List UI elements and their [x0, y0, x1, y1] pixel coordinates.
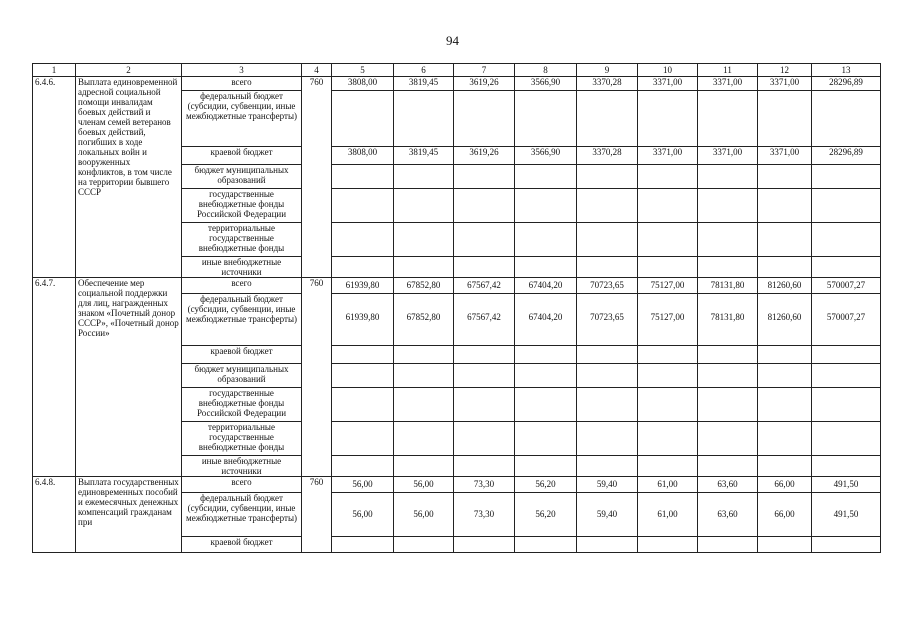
value-cell: 78131,80 — [698, 294, 758, 346]
value-cell: 3619,26 — [454, 77, 515, 91]
value-cell: 3566,90 — [515, 147, 577, 165]
value-cell — [394, 189, 454, 223]
budget-table — [32, 63, 881, 553]
value-cell — [454, 422, 515, 456]
value-cell — [698, 91, 758, 147]
value-cell — [638, 537, 698, 553]
value-cell: 61,00 — [638, 477, 698, 493]
header-cell: 9 — [577, 64, 638, 77]
value-cell: 75127,00 — [638, 278, 698, 294]
value-cell: 81260,60 — [758, 278, 812, 294]
header-cell: 13 — [812, 64, 881, 77]
value-cell — [577, 364, 638, 388]
value-cell: 28296,89 — [812, 147, 881, 165]
value-cell — [577, 422, 638, 456]
value-cell — [698, 537, 758, 553]
value-cell — [515, 189, 577, 223]
page-number: 94 — [446, 33, 459, 48]
value-cell — [577, 91, 638, 147]
value-cell — [638, 189, 698, 223]
value-cell — [577, 346, 638, 364]
header-cell: 2 — [76, 64, 182, 77]
value-cell: 67567,42 — [454, 294, 515, 346]
value-cell — [577, 388, 638, 422]
funding-source: всего — [182, 278, 302, 294]
value-cell — [758, 165, 812, 189]
value-cell — [638, 165, 698, 189]
value-cell — [698, 189, 758, 223]
value-cell — [515, 257, 577, 278]
table-row — [33, 278, 881, 294]
funding-source: государственные внебюджетные фонды Российской Федерации — [182, 388, 302, 422]
value-cell — [812, 257, 881, 278]
value-cell — [454, 91, 515, 147]
value-cell: 3371,00 — [758, 147, 812, 165]
value-cell — [454, 456, 515, 477]
funding-source: иные внебюджетные источники — [182, 257, 302, 278]
value-cell: 67567,42 — [454, 278, 515, 294]
value-cell — [454, 537, 515, 553]
value-cell: 56,00 — [394, 477, 454, 493]
value-cell: 3370,28 — [577, 77, 638, 91]
value-cell: 3371,00 — [638, 77, 698, 91]
funding-source: территориальные государственные внебюджетные фонды — [182, 223, 302, 257]
value-cell — [394, 364, 454, 388]
value-cell: 3371,00 — [758, 77, 812, 91]
value-cell — [454, 388, 515, 422]
value-cell: 56,00 — [394, 493, 454, 537]
value-cell — [394, 388, 454, 422]
header-cell: 4 — [302, 64, 332, 77]
value-cell — [515, 364, 577, 388]
value-cell — [758, 257, 812, 278]
value-cell: 570007,27 — [812, 278, 881, 294]
value-cell: 3371,00 — [698, 147, 758, 165]
value-cell — [812, 388, 881, 422]
item-code: 6.4.8. — [33, 477, 76, 553]
value-cell — [758, 422, 812, 456]
value-cell — [394, 346, 454, 364]
value-cell: 3808,00 — [332, 77, 394, 91]
header-cell: 12 — [758, 64, 812, 77]
value-cell — [332, 165, 394, 189]
value-cell — [638, 91, 698, 147]
header-cell: 5 — [332, 64, 394, 77]
funding-source: иные внебюджетные источники — [182, 456, 302, 477]
value-cell: 73,30 — [454, 477, 515, 493]
value-cell: 3619,26 — [454, 147, 515, 165]
value-cell: 73,30 — [454, 493, 515, 537]
funding-source: государственные внебюджетные фонды Российской Федерации — [182, 189, 302, 223]
value-cell — [394, 223, 454, 257]
value-cell: 63,60 — [698, 493, 758, 537]
funding-source: бюджет муниципальных образований — [182, 364, 302, 388]
value-cell — [812, 422, 881, 456]
value-cell — [515, 388, 577, 422]
value-cell: 66,00 — [758, 477, 812, 493]
value-cell — [332, 257, 394, 278]
funding-source: федеральный бюджет (субсидии, субвенции, иные межбюджетные трансферты) — [182, 493, 302, 537]
value-cell — [638, 422, 698, 456]
value-cell — [577, 257, 638, 278]
value-cell — [577, 189, 638, 223]
value-cell: 56,20 — [515, 493, 577, 537]
value-cell — [577, 537, 638, 553]
value-cell: 70723,65 — [577, 278, 638, 294]
value-cell — [758, 189, 812, 223]
value-cell — [332, 456, 394, 477]
value-cell — [698, 456, 758, 477]
value-cell: 56,20 — [515, 477, 577, 493]
value-cell — [515, 91, 577, 147]
value-cell — [758, 456, 812, 477]
value-cell: 3819,45 — [394, 147, 454, 165]
item-code: 6.4.7. — [33, 278, 76, 477]
value-cell — [515, 346, 577, 364]
value-cell: 59,40 — [577, 477, 638, 493]
value-cell — [812, 223, 881, 257]
funding-source: федеральный бюджет (субсидии, субвенции, иные межбюджетные трансферты) — [182, 294, 302, 346]
value-cell — [638, 257, 698, 278]
value-cell: 3808,00 — [332, 147, 394, 165]
funding-source: бюджет муниципальных образований — [182, 165, 302, 189]
value-cell: 75127,00 — [638, 294, 698, 346]
header-cell: 11 — [698, 64, 758, 77]
header-cell: 3 — [182, 64, 302, 77]
value-cell — [332, 537, 394, 553]
value-cell — [638, 346, 698, 364]
value-cell: 66,00 — [758, 493, 812, 537]
value-cell: 61,00 — [638, 493, 698, 537]
value-cell: 3566,90 — [515, 77, 577, 91]
value-cell: 3371,00 — [638, 147, 698, 165]
value-cell: 59,40 — [577, 493, 638, 537]
value-cell: 61939,80 — [332, 278, 394, 294]
value-cell — [394, 537, 454, 553]
item-name: Выплата государственных единовременных пособий и ежемесячных денежных компенсаций гражданам при — [76, 477, 182, 553]
table-row — [33, 477, 881, 493]
value-cell — [332, 189, 394, 223]
value-cell — [515, 165, 577, 189]
header-cell: 10 — [638, 64, 698, 77]
value-cell — [698, 422, 758, 456]
value-cell — [638, 456, 698, 477]
value-cell: 67852,80 — [394, 278, 454, 294]
header-cell: 8 — [515, 64, 577, 77]
funding-source: территориальные государственные внебюджетные фонды — [182, 422, 302, 456]
value-cell — [394, 456, 454, 477]
funding-source: федеральный бюджет (субсидии, субвенции, иные межбюджетные трансферты) — [182, 91, 302, 147]
value-cell — [332, 388, 394, 422]
header-row — [33, 64, 881, 77]
value-cell: 3370,28 — [577, 147, 638, 165]
value-cell — [454, 346, 515, 364]
value-cell — [758, 388, 812, 422]
value-cell: 570007,27 — [812, 294, 881, 346]
value-cell — [515, 422, 577, 456]
value-cell — [758, 346, 812, 364]
value-cell: 70723,65 — [577, 294, 638, 346]
funding-source: всего — [182, 477, 302, 493]
value-cell — [698, 165, 758, 189]
table-row — [33, 77, 881, 91]
value-cell — [812, 364, 881, 388]
value-cell — [638, 223, 698, 257]
value-cell — [812, 91, 881, 147]
value-cell — [812, 346, 881, 364]
value-cell — [332, 91, 394, 147]
value-cell — [515, 456, 577, 477]
value-cell: 491,50 — [812, 477, 881, 493]
value-cell — [812, 165, 881, 189]
value-cell — [812, 189, 881, 223]
funding-source: краевой бюджет — [182, 537, 302, 553]
funding-source: краевой бюджет — [182, 346, 302, 364]
value-cell: 61939,80 — [332, 294, 394, 346]
value-cell — [698, 388, 758, 422]
value-cell — [698, 364, 758, 388]
funding-source: краевой бюджет — [182, 147, 302, 165]
value-cell — [454, 223, 515, 257]
value-cell — [394, 257, 454, 278]
value-cell — [638, 388, 698, 422]
item-name: Выплата единовременной адресной социальной помощи инвалидам боевых действий и членам семей ветеранов боевых действий, погибших в ходе локальных войн и вооруженных конфликтов, в том числе на территории бывшего СССР — [76, 77, 182, 278]
header-cell: 7 — [454, 64, 515, 77]
value-cell — [454, 257, 515, 278]
value-cell — [758, 537, 812, 553]
column-4-code: 760 — [302, 77, 332, 278]
value-cell — [394, 165, 454, 189]
value-cell — [332, 364, 394, 388]
value-cell: 56,00 — [332, 493, 394, 537]
value-cell: 67852,80 — [394, 294, 454, 346]
value-cell — [454, 364, 515, 388]
value-cell — [758, 223, 812, 257]
value-cell — [577, 223, 638, 257]
value-cell — [332, 346, 394, 364]
column-4-code: 760 — [302, 477, 332, 553]
value-cell — [515, 223, 577, 257]
header-cell: 6 — [394, 64, 454, 77]
value-cell — [332, 223, 394, 257]
value-cell — [758, 91, 812, 147]
value-cell: 63,60 — [698, 477, 758, 493]
value-cell: 67404,20 — [515, 278, 577, 294]
header-cell: 1 — [33, 64, 76, 77]
value-cell: 3819,45 — [394, 77, 454, 91]
value-cell: 3371,00 — [698, 77, 758, 91]
value-cell — [332, 422, 394, 456]
value-cell: 67404,20 — [515, 294, 577, 346]
item-code: 6.4.6. — [33, 77, 76, 278]
value-cell: 56,00 — [332, 477, 394, 493]
value-cell — [698, 223, 758, 257]
funding-source: всего — [182, 77, 302, 91]
value-cell — [454, 165, 515, 189]
value-cell — [698, 346, 758, 364]
value-cell — [394, 422, 454, 456]
value-cell — [394, 91, 454, 147]
value-cell — [812, 537, 881, 553]
item-name: Обеспечение мер социальной поддержки для лиц, награжденных знаком «Почетный донор СССР», «Почетный донор России» — [76, 278, 182, 477]
value-cell — [577, 456, 638, 477]
value-cell — [638, 364, 698, 388]
value-cell — [758, 364, 812, 388]
value-cell: 28296,89 — [812, 77, 881, 91]
value-cell: 491,50 — [812, 493, 881, 537]
value-cell: 78131,80 — [698, 278, 758, 294]
value-cell — [577, 165, 638, 189]
value-cell — [515, 537, 577, 553]
value-cell — [698, 257, 758, 278]
column-4-code: 760 — [302, 278, 332, 477]
value-cell — [812, 456, 881, 477]
value-cell — [454, 189, 515, 223]
value-cell: 81260,60 — [758, 294, 812, 346]
